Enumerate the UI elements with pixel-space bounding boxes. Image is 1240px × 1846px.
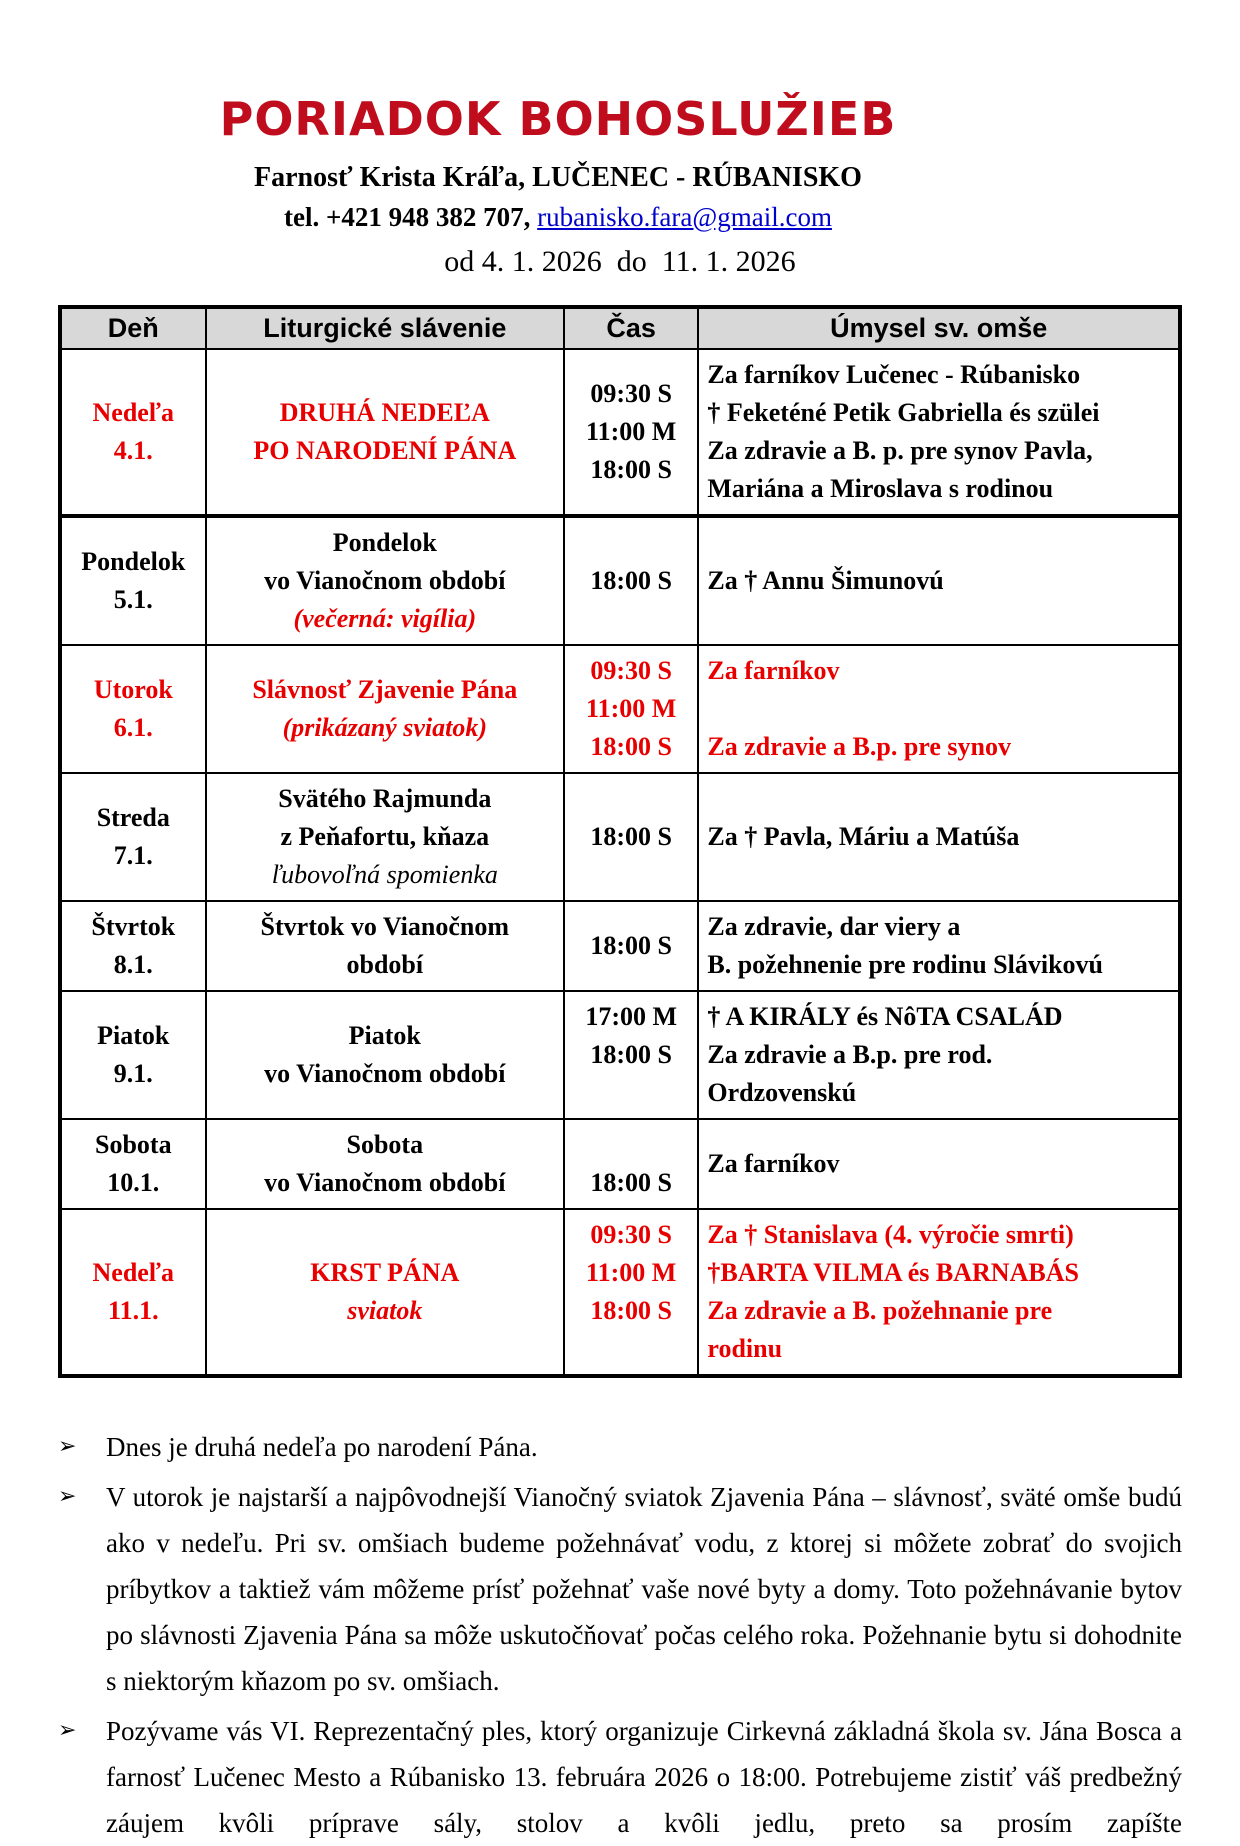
intention-cell	[698, 1209, 1180, 1376]
day-line: Streda	[96, 803, 170, 832]
email-link[interactable]: rubanisko.fara@gmail.com	[537, 202, 832, 232]
time-line: 09:30 S	[590, 656, 672, 685]
schedule-body	[60, 349, 1180, 1376]
celebration-line: PO NARODENÍ PÁNA	[253, 436, 517, 465]
arrow-bullet-icon: ➢	[58, 1718, 77, 1743]
celebration-line: Štvrtok vo Vianočnom	[260, 912, 510, 941]
intention-line: Za farníkov Lučenec - Rúbanisko	[707, 360, 1081, 389]
intention-cell	[698, 1119, 1180, 1209]
intention-cell	[698, 991, 1180, 1119]
intention-cell	[698, 516, 1180, 645]
intention-line: † A KIRÁLY és NôTA CSALÁD	[707, 1002, 1063, 1031]
day-line: 4.1.	[113, 436, 153, 465]
celebration-line: Slávnosť Zjavenie Pána	[252, 675, 518, 704]
day-cell	[60, 773, 206, 901]
day-line: Štvrtok	[91, 912, 176, 941]
intention-line: Za zdravie, dar viery a	[707, 912, 961, 941]
announcements-list	[58, 1424, 1182, 1846]
date-range: od 4. 1. 2026 do 11. 1. 2026	[444, 245, 796, 278]
time-line: 11:00 M	[586, 1258, 677, 1287]
table-header	[60, 307, 1180, 349]
celebration-cell	[206, 901, 564, 991]
day-cell	[60, 991, 206, 1119]
day-line: Piatok	[97, 1021, 170, 1050]
intention-line: Za zdravie a B. požehnanie pre	[707, 1296, 1053, 1325]
time-cell	[564, 645, 698, 773]
schedule-row	[60, 773, 1180, 901]
intention-cell	[698, 349, 1180, 516]
intention-line: Za zdravie a B.p. pre synov	[707, 732, 1011, 761]
celebration-cell	[206, 1119, 564, 1209]
column-header-time: Čas	[564, 307, 698, 349]
table-header-row	[60, 307, 1180, 349]
celebration-line: z Peňafortu, kňaza	[280, 822, 490, 851]
celebration-cell	[206, 1209, 564, 1376]
celebration-line: Sobota	[346, 1130, 424, 1159]
intention-line: † Feketéné Petik Gabriella és szülei	[707, 398, 1100, 427]
celebration-line: KRST PÁNA	[310, 1258, 460, 1287]
celebration-line: vo Vianočnom období	[264, 1168, 506, 1197]
intention-line	[707, 690, 1170, 728]
celebration-line: Pondelok	[332, 528, 437, 557]
time-line: 09:30 S	[590, 1220, 672, 1249]
intention-line: Za † Stanislava (4. výročie smrti)	[707, 1220, 1074, 1249]
day-line: 6.1.	[113, 713, 153, 742]
celebration-line: vo Vianočnom období	[264, 1059, 506, 1088]
celebration-line: Piatok	[348, 1021, 421, 1050]
intention-line: B. požehnenie pre rodinu Slávikovú	[707, 950, 1104, 979]
contact-line	[58, 202, 1058, 233]
day-line: 10.1.	[107, 1168, 160, 1197]
celebration-cell	[206, 773, 564, 901]
intention-line: Za farníkov	[707, 1149, 840, 1178]
time-line: 18:00 S	[590, 566, 672, 595]
celebration-cell	[206, 991, 564, 1119]
schedule-row	[60, 991, 1180, 1119]
announcement-text: Pozývame vás VI. Reprezentačný ples, ktorý organizuje Cirkevná základná škola sv. Jána Bosca a farnosť Lučenec Mesto a Rúbanisko 13. februára 2026 o 18:00. Potrebujeme zistiť váš predbežný záujem kvôli príprave sály, stolov a kvôli jedlu, preto sa prosím zapíšte	[106, 1716, 1182, 1838]
day-cell	[60, 516, 206, 645]
day-cell	[60, 349, 206, 516]
time-cell	[564, 1119, 698, 1209]
celebration-line: ľubovoľná spomienka	[271, 860, 498, 889]
celebration-line: Svätého Rajmunda	[278, 784, 492, 813]
schedule-row	[60, 1119, 1180, 1209]
day-line: 11.1.	[108, 1296, 159, 1325]
day-line: Nedeľa	[92, 398, 175, 427]
day-line: 5.1.	[113, 585, 153, 614]
schedule-row	[60, 1209, 1180, 1376]
time-line: 11:00 M	[586, 417, 677, 446]
celebration-line: (prikázaný sviatok)	[282, 713, 487, 742]
time-line: 18:00 S	[590, 1296, 672, 1325]
time-cell	[564, 773, 698, 901]
bulletin-header	[58, 92, 1058, 233]
announcement-text: Dnes je druhá nedeľa po narodení Pána.	[106, 1432, 538, 1462]
time-line: 18:00 S	[590, 455, 672, 484]
time-line: 17:00 M	[585, 1002, 678, 1031]
announcement-item	[58, 1474, 1182, 1704]
time-line: 18:00 S	[590, 931, 672, 960]
celebration-line: sviatok	[347, 1296, 423, 1325]
day-line: Nedeľa	[92, 1258, 175, 1287]
schedule-row	[60, 645, 1180, 773]
time-cell	[564, 991, 698, 1119]
day-line: 8.1.	[113, 950, 153, 979]
schedule-row	[60, 516, 1180, 645]
time-line: 18:00 S	[590, 822, 672, 851]
page-title: PORIADOK BOHOSLUŽIEB	[219, 92, 897, 146]
celebration-line: (večerná: vigília)	[293, 604, 477, 633]
column-header-day: Deň	[60, 307, 206, 349]
intention-line: Mariána a Miroslava s rodinou	[707, 474, 1054, 503]
celebration-cell	[206, 516, 564, 645]
day-line: 7.1.	[113, 841, 153, 870]
time-cell	[564, 1209, 698, 1376]
intention-line: Za zdravie a B. p. pre synov Pavla,	[707, 436, 1093, 465]
intention-line: †BARTA VILMA és BARNABÁS	[707, 1258, 1079, 1287]
announcement-text: V utorok je najstarší a najpôvodnejší Vianočný sviatok Zjavenia Pána – slávnosť, sväté omše budú ako v nedeľu. Pri sv. omšiach budeme požehnávať vodu, z ktorej si môžete zobrať do svojich príbytkov a taktiež vám môžeme prísť požehnať vaše nové byty a domy. Toto požehnávanie bytov po slávnosti Zjavenia Pána sa môže uskutočňovať počas celého roka. Požehnanie bytu si dohodnite s niektorým kňazom po sv. omšiach.	[106, 1482, 1182, 1696]
intention-cell	[698, 773, 1180, 901]
intention-cell	[698, 645, 1180, 773]
arrow-bullet-icon: ➢	[58, 1484, 77, 1509]
column-header-celebration: Liturgické slávenie	[206, 307, 564, 349]
column-header-intention: Úmysel sv. omše	[698, 307, 1180, 349]
intention-line: Za farníkov	[707, 656, 840, 685]
parish-name: Farnosť Krista Kráľa, LUČENEC - RÚBANISKO	[254, 162, 862, 193]
celebration-cell	[206, 349, 564, 516]
intention-cell	[698, 901, 1180, 991]
schedule-row	[60, 901, 1180, 991]
intention-line: Ordzovenskú	[707, 1078, 857, 1107]
day-cell	[60, 1119, 206, 1209]
day-line: Sobota	[95, 1130, 172, 1159]
time-line: 18:00 S	[590, 1168, 672, 1197]
time-cell	[564, 516, 698, 645]
intention-line: Za zdravie a B.p. pre rod.	[707, 1040, 993, 1069]
time-cell	[564, 901, 698, 991]
celebration-cell	[206, 645, 564, 773]
celebration-line: DRUHÁ NEDEĽA	[279, 398, 490, 427]
schedule-row	[60, 349, 1180, 516]
day-line: Pondelok	[81, 547, 186, 576]
day-cell	[60, 645, 206, 773]
day-line: 9.1.	[113, 1059, 153, 1088]
intention-line: Za † Annu Šimunovú	[707, 566, 944, 595]
phone-number: tel. +421 948 382 707,	[284, 202, 531, 232]
time-line: 18:00 S	[590, 732, 672, 761]
announcement-item	[58, 1424, 1182, 1470]
arrow-bullet-icon: ➢	[58, 1434, 77, 1459]
time-line: 09:30 S	[590, 379, 672, 408]
announcement-item	[58, 1708, 1182, 1846]
time-line: 11:00 M	[586, 694, 677, 723]
day-cell	[60, 901, 206, 991]
intention-line: Za † Pavla, Máriu a Matúša	[707, 822, 1020, 851]
intention-line: rodinu	[707, 1334, 783, 1363]
mass-schedule-table	[58, 305, 1182, 1378]
day-line: Utorok	[93, 675, 173, 704]
day-cell	[60, 1209, 206, 1376]
celebration-line: vo Vianočnom období	[264, 566, 506, 595]
time-cell	[564, 349, 698, 516]
time-line: 18:00 S	[590, 1040, 672, 1069]
celebration-line: období	[346, 950, 424, 979]
